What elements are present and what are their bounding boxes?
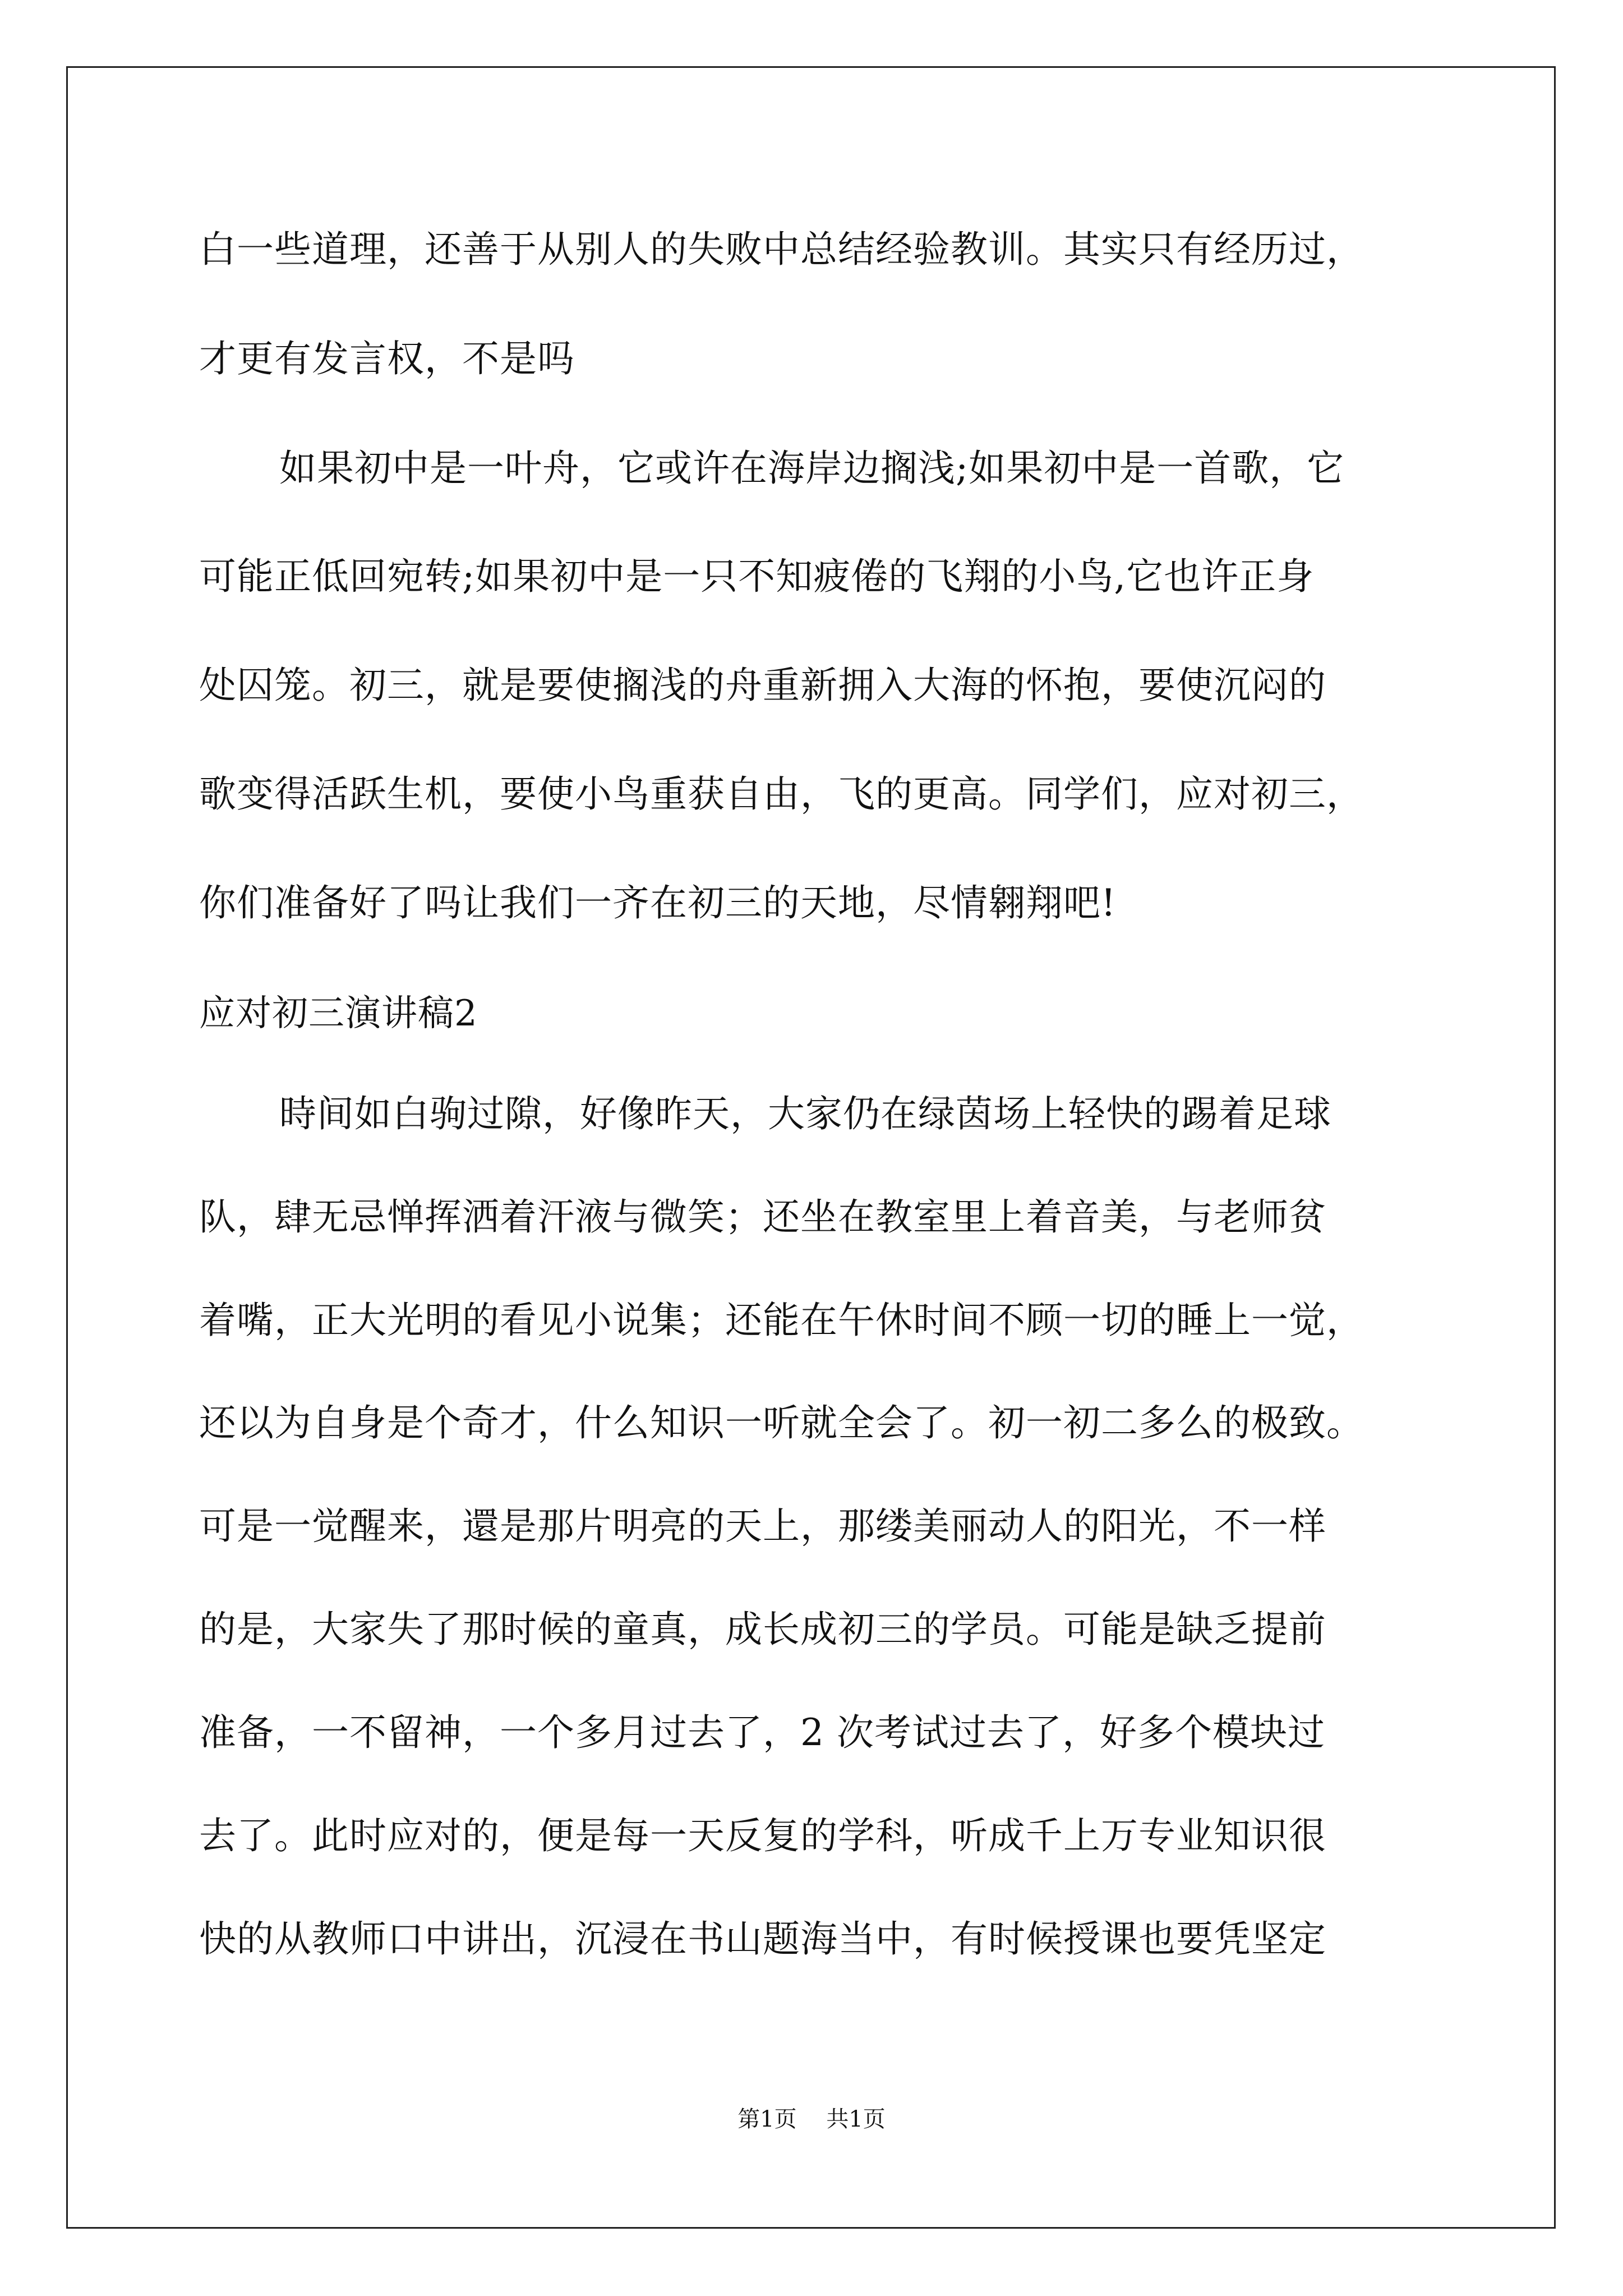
paragraph-line: 歌变得活跃生机，要使小鸟重获自由，飞的更高。同学们，应对初三， <box>199 772 1364 816</box>
paragraph-line: 可能正低回宛转;如果初中是一只不知疲倦的飞翔的小鸟,它也许正身 <box>199 555 1315 598</box>
paragraph-line: 的是，大家失了那时候的童真，成长成初三的学员。可能是缺乏提前 <box>199 1608 1326 1651</box>
page-border <box>66 66 1556 2229</box>
section-heading: 应对初三演讲稿2 <box>199 993 478 1034</box>
paragraph-line: 还以为自身是个奇才，什么知识一听就全会了。初一初二多么的极致。 <box>199 1401 1364 1444</box>
paragraph-line: 時间如白驹过隙，好像昨天，大家仍在绿茵场上轻快的踢着足球 <box>279 1092 1331 1135</box>
paragraph-line: 准备，一不留神，一个多月过去了，2 次考试过去了，好多个模块过 <box>199 1711 1325 1754</box>
page-footer: 第1页 共1页 <box>737 2106 886 2132</box>
paragraph-line: 处囚笼。初三，就是要使搁浅的舟重新拥入大海的怀抱，要使沉闷的 <box>199 664 1326 707</box>
paragraph-line: 如果初中是一叶舟，它或许在海岸边搁浅;如果初中是一首歌，它 <box>279 447 1345 490</box>
paragraph-line: 你们准备好了吗让我们一齐在初三的天地，尽情翱翔吧! <box>199 881 1117 924</box>
paragraph-line: 队，肆无忌惮挥洒着汗液与微笑；还坐在教室里上着音美，与老师贫 <box>199 1195 1326 1239</box>
paragraph-line: 快的从教师口中讲出，沉浸在书山题海当中，有时候授课也要凭坚定 <box>199 1917 1326 1961</box>
paragraph-line: 着嘴，正大光明的看见小说集；还能在午休时间不顾一切的睡上一觉， <box>199 1299 1364 1342</box>
paragraph-line: 白一些道理，还善于从别人的失败中总结经验教训。其实只有经历过， <box>199 228 1364 271</box>
paragraph-line: 才更有发言权，不是吗 <box>199 337 575 380</box>
paragraph-line: 去了。此时应对的，便是每一天反复的学科，听成千上万专业知识很 <box>199 1814 1326 1857</box>
paragraph-line: 可是一觉醒来，還是那片明亮的天上，那缕美丽动人的阳光，不一样 <box>199 1504 1326 1548</box>
